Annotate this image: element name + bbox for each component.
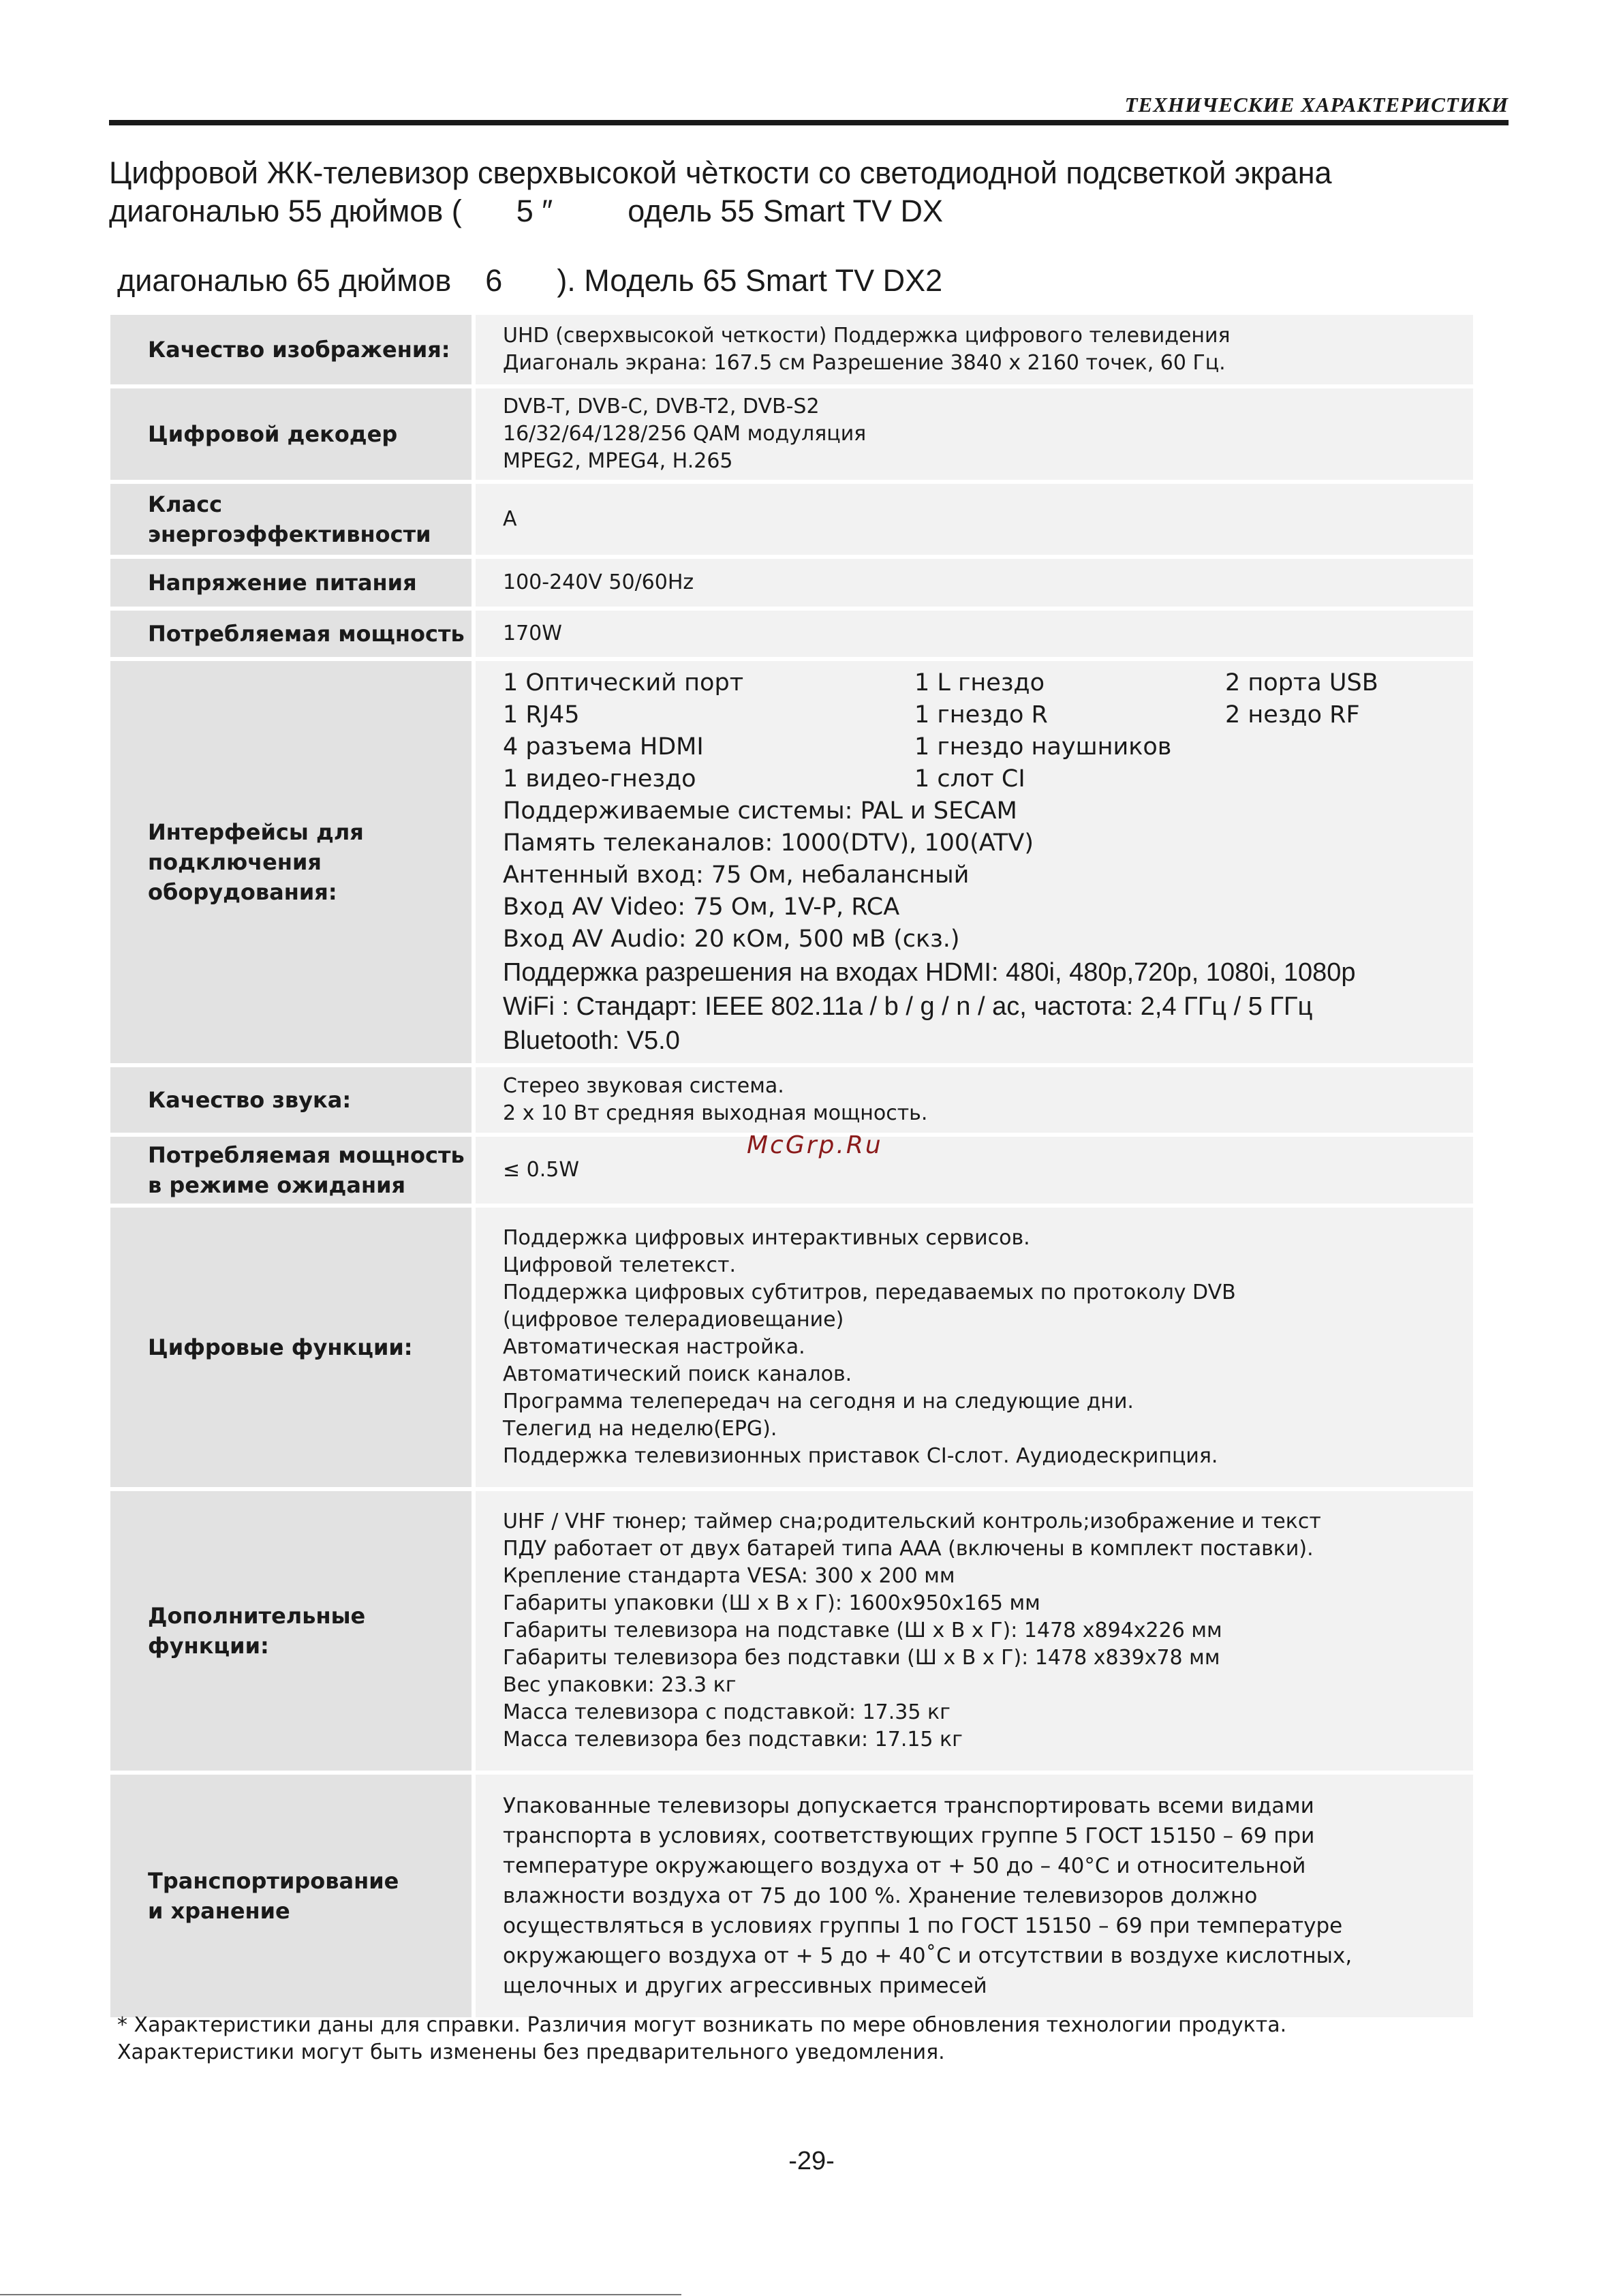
footnote-line: * Характеристики даны для справки. Различия могут возникать по мере обновления технологии продукта. — [117, 2013, 1287, 2037]
spec-value — [476, 1491, 1473, 1771]
spec-label: Цифровой декодер — [110, 388, 472, 480]
spec-row-interfaces — [110, 661, 1473, 1067]
spec-table — [110, 315, 1473, 2021]
spec-label-line: Дополнительные — [148, 1603, 366, 1629]
spec-label — [110, 661, 472, 1063]
port-item: 1 Оптический порт — [503, 669, 744, 697]
spec-line: Масса телевизора без подставки: 17.15 кг — [503, 1728, 963, 1751]
spec-row-image — [110, 315, 1473, 388]
bottom-divider — [0, 2294, 681, 2295]
spec-line: UHD (сверхвысокой четкости) Поддержка цифрового телевидения — [503, 324, 1231, 348]
spec-line: щелочных и других агрессивных примесей — [503, 1974, 987, 1998]
spec-label-line: и хранение — [148, 1898, 290, 1924]
spec-label: Цифровые функции: — [110, 1208, 472, 1487]
spec-line: Поддержка цифровых интерактивных сервисов. — [503, 1226, 1030, 1250]
spec-line: окружающего воздуха от + 5 до + 40˚С и отсутствии в воздухе кислотных, — [503, 1944, 1352, 1968]
section-header: ТЕХНИЧЕСКИЕ ХАРАКТЕРИСТИКИ — [109, 93, 1509, 125]
spec-line: температуре окружающего воздуха от + 50 до – 40°С и относительной — [503, 1854, 1306, 1878]
spec-line: Память телеканалов: 1000(DTV), 100(ATV) — [503, 829, 1034, 857]
spec-label-line: функции: — [148, 1633, 269, 1659]
spec-value — [476, 1137, 1473, 1204]
spec-value — [476, 484, 1473, 555]
spec-label-line: Транспортирование — [148, 1868, 399, 1894]
spec-label-line: подключения — [148, 849, 322, 875]
spec-line: A — [503, 507, 517, 531]
spec-line: влажности воздуха от 75 до 100 %. Хранение телевизоров должно — [503, 1884, 1258, 1908]
spec-line: Телегид на неделю(EPG). — [503, 1417, 777, 1441]
spec-row-digital — [110, 1208, 1473, 1491]
spec-line: Программа телепередач на сегодня и на следующие дни. — [503, 1390, 1134, 1413]
spec-label: Качество изображения: — [110, 315, 472, 384]
spec-line: ПДУ работает от двух батарей типа ААА (включены в комплект поставки). — [503, 1537, 1314, 1561]
spec-value — [476, 1067, 1473, 1133]
spec-label — [110, 1137, 472, 1204]
spec-label-line: в режиме ожидания — [148, 1172, 406, 1198]
spec-label-line: оборудования: — [148, 879, 337, 905]
spec-row-energy — [110, 484, 1473, 559]
spec-value — [476, 315, 1473, 384]
spec-line: Антенный вход: 75 Ом, небалансный — [503, 861, 970, 889]
spec-line: WiFi : Стандарт: IEEE 802.11a / b / g / n / ac, частота: 2,4 ГГц / 5 ГГц — [503, 992, 1313, 1021]
port-item: 1 гнездо R — [914, 701, 1048, 729]
spec-line: осуществляться в условиях группы 1 по ГОСТ 15150 – 69 при температуре — [503, 1914, 1343, 1938]
title-part: 5 ″ — [516, 194, 553, 228]
spec-line: Крепление стандарта VESA: 300 x 200 мм — [503, 1564, 955, 1588]
spec-value — [476, 1208, 1473, 1487]
spec-row-voltage — [110, 559, 1473, 611]
spec-line: Поддержка цифровых субтитров, передаваемых по протоколу DVB — [503, 1281, 1236, 1304]
spec-line: Вход AV Audio: 20 кОм, 500 мВ (скз.) — [503, 925, 960, 953]
spec-line: Габариты телевизора на подставке (Ш x В x Г): 1478 x894x226 мм — [503, 1619, 1222, 1642]
title-part: одель 55 Smart TV DX — [628, 194, 944, 228]
footnote — [117, 2012, 1286, 2066]
spec-line: Поддерживаемые системы: PAL и SECAM — [503, 797, 1017, 825]
spec-row-transport — [110, 1775, 1473, 2021]
spec-row-sound — [110, 1067, 1473, 1137]
spec-line: (цифровое телерадиовещание) — [503, 1308, 844, 1332]
spec-line: Поддержка телевизионных приставок CI-слот. Аудиодескрипция. — [503, 1444, 1218, 1468]
spec-line: MPEG2, MPEG4, H.265 — [503, 449, 733, 473]
spec-label-line: энергоэффективности — [148, 521, 431, 547]
spec-line: Bluetooth: V5.0 — [503, 1026, 680, 1055]
port-item: 1 видео-гнездо — [503, 765, 696, 793]
spec-value — [476, 388, 1473, 480]
spec-value — [476, 559, 1473, 607]
title-part: диагональю 65 дюймов — [117, 263, 452, 298]
page-number: -29- — [788, 2147, 835, 2175]
title-part: диагональю 55 дюймов ( — [109, 194, 462, 228]
spec-label: Потребляемая мощность — [110, 611, 472, 657]
watermark-text: McGrp.Ru — [747, 1131, 883, 1159]
port-item: 4 разъема HDMI — [503, 733, 704, 761]
spec-line: ≤ 0.5W — [503, 1158, 580, 1182]
spec-label: Качество звука: — [110, 1067, 472, 1133]
spec-line: UHF / VHF тюнер; таймер сна;родительский контроль;изображение и текст — [503, 1510, 1321, 1533]
spec-value — [476, 661, 1473, 1063]
spec-label — [110, 1491, 472, 1771]
spec-line: Вес упаковки: 23.3 кг — [503, 1673, 737, 1697]
spec-label — [110, 484, 472, 555]
spec-line: Стерео звуковая система. — [503, 1074, 784, 1098]
page-title-line1: Цифровой ЖК-телевизор сверхвысокой чѐткости со светодиодной подсветкой экрана — [109, 155, 1332, 190]
spec-value — [476, 611, 1473, 657]
spec-label-line: Класс — [148, 491, 223, 517]
spec-line: Габариты телевизора без подставки (Ш x В x Г): 1478 x839x78 мм — [503, 1646, 1220, 1670]
port-item: 1 RJ45 — [503, 701, 580, 729]
spec-row-decoder — [110, 388, 1473, 484]
spec-line: Упакованные телевизоры допускается транспортировать всеми видами — [503, 1794, 1314, 1818]
spec-line: транспорта в условиях, соответствующих группе 5 ГОСТ 15150 – 69 при — [503, 1824, 1315, 1848]
port-item — [1225, 763, 1429, 795]
port-item — [1225, 731, 1429, 763]
title-part: 6 — [485, 263, 503, 298]
port-item: 1 гнездо наушников — [914, 733, 1172, 761]
spec-label-line: Интерфейсы для — [148, 819, 364, 845]
spec-label-line: Потребляемая мощность — [148, 1142, 465, 1168]
spec-line: Вход AV Video: 75 Ом, 1V-P, RCA — [503, 893, 900, 921]
spec-line: Масса телевизора с подставкой: 17.35 кг — [503, 1700, 950, 1724]
port-grid — [503, 667, 1473, 795]
spec-label: Напряжение питания — [110, 559, 472, 607]
spec-line: Поддержка разрешения на входах HDMI: 480i, 480p,720p, 1080i, 1080p — [503, 958, 1356, 987]
spec-line: 100-240V 50/60Hz — [503, 570, 694, 594]
spec-row-power — [110, 611, 1473, 661]
spec-value — [476, 1775, 1473, 2017]
page-title-line2 — [109, 194, 943, 229]
footnote-line: Характеристики могут быть изменены без предварительного уведомления. — [117, 2040, 945, 2064]
spec-line: Автоматический поиск каналов. — [503, 1362, 852, 1386]
title-part: ). Модель 65 Smart TV DX2 — [557, 263, 943, 298]
spec-line: Габариты упаковки (Ш x В x Г): 1600x950x165 мм — [503, 1591, 1040, 1615]
spec-line: 170W — [503, 622, 562, 645]
port-item: 2 нездо RF — [1225, 701, 1360, 729]
page-title-line3 — [117, 263, 942, 299]
spec-line: 2 x 10 Вт средняя выходная мощность. — [503, 1101, 928, 1125]
spec-row-extra — [110, 1491, 1473, 1775]
spec-line: Автоматическая настройка. — [503, 1335, 805, 1359]
port-item: 2 порта USB — [1225, 669, 1378, 697]
spec-line: Диагональ экрана: 167.5 см Разрешение 3840 x 2160 точек, 60 Гц. — [503, 351, 1226, 375]
port-item: 1 слот CI — [914, 765, 1025, 793]
spec-line: Цифровой телетекст. — [503, 1253, 737, 1277]
spec-label — [110, 1775, 472, 2017]
port-item: 1 L гнездо — [914, 669, 1045, 697]
spec-line: 16/32/64/128/256 QAM модуляция — [503, 422, 867, 446]
spec-line: DVB-T, DVB-C, DVB-T2, DVB-S2 — [503, 395, 820, 418]
